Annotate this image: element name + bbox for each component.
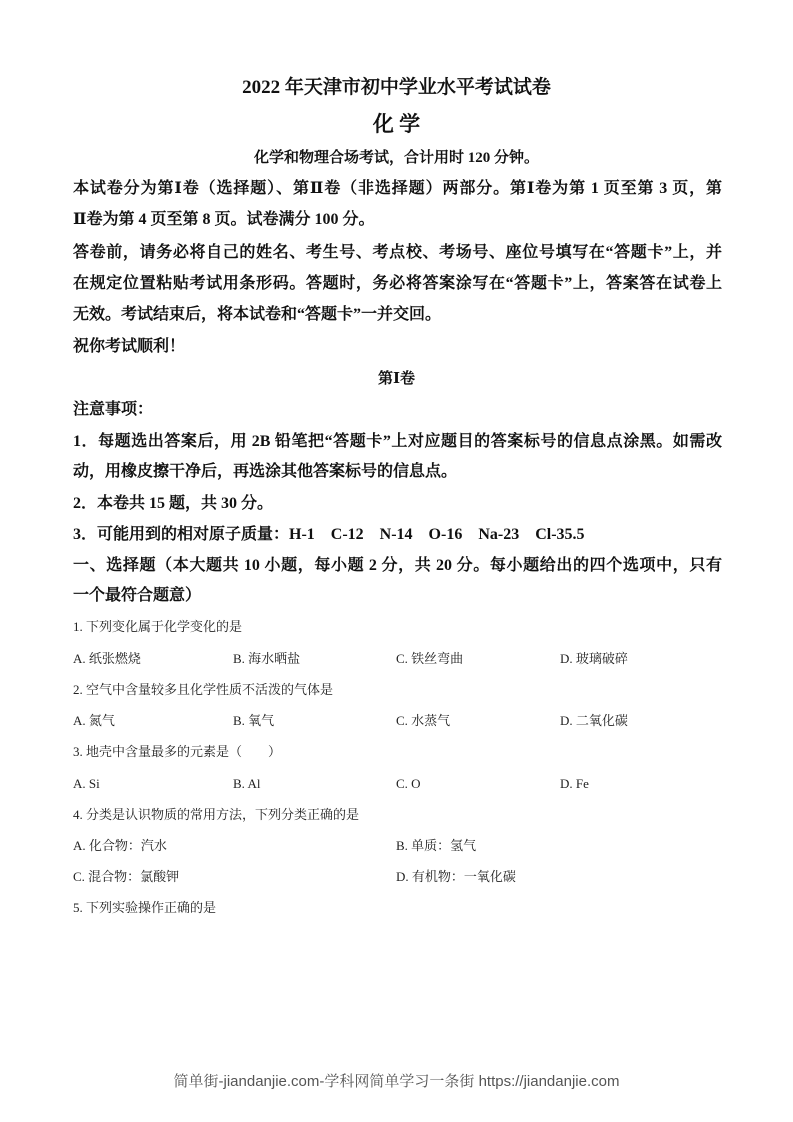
option: D. 二氧化碳 bbox=[560, 713, 628, 728]
part-heading: 一个最符合题意） bbox=[73, 587, 202, 604]
option: C. O bbox=[396, 776, 421, 791]
subtitle: 化学和物理合场考试，合计用时 120 分钟。 bbox=[253, 150, 539, 166]
option: B. 海水晒盐 bbox=[233, 651, 301, 666]
intro-line: 祝你考试顺利！ bbox=[73, 338, 186, 355]
option: A. Si bbox=[73, 776, 100, 791]
part-heading: 一、选择题（本大题共 10 小题，每小题 2 分，共 20 分。每小题给出的四个选项中，只有 bbox=[73, 557, 722, 574]
question-stem: 4. 分类是认识物质的常用方法，下列分类正确的是 bbox=[73, 807, 360, 822]
footer-watermark: 简单街-jiandanjie.com-学科网简单学习一条街 https://jiandanjie.com bbox=[173, 1073, 620, 1090]
option: A. 化合物：汽水 bbox=[73, 838, 167, 853]
section-title: 第Ⅰ卷 bbox=[377, 371, 416, 387]
exam-title: 2022 年天津市初中学业水平考试试卷 bbox=[242, 77, 551, 98]
note-line: 1．每题选出答案后，用 2B 铅笔把“答题卡”上对应题目的答案标号的信息点涂黑。如需改 bbox=[73, 433, 722, 450]
intro-line: Ⅱ卷为第 4 页至第 8 页。试卷满分 100 分。 bbox=[73, 211, 375, 228]
option: C. 混合物：氯酸钾 bbox=[73, 869, 180, 884]
option: C. 水蒸气 bbox=[396, 713, 451, 728]
option: D. 有机物：一氧化碳 bbox=[396, 869, 516, 884]
option: D. 玻璃破碎 bbox=[560, 651, 628, 666]
option: A. 氮气 bbox=[73, 713, 115, 728]
option: B. Al bbox=[233, 776, 261, 791]
option: D. Fe bbox=[560, 776, 589, 791]
intro-line: 无效。考试结束后，将本试卷和“答题卡”一并交回。 bbox=[73, 306, 442, 323]
option: C. 铁丝弯曲 bbox=[396, 651, 464, 666]
intro-line: 本试卷分为第Ⅰ卷（选择题）、第Ⅱ卷（非选择题）两部分。第Ⅰ卷为第 1 页至第 3 页，第 bbox=[73, 180, 722, 197]
option: B. 氧气 bbox=[233, 713, 275, 728]
note-line: 2．本卷共 15 题，共 30 分。 bbox=[73, 495, 274, 512]
option: B. 单质：氢气 bbox=[396, 838, 477, 853]
option: A. 纸张燃烧 bbox=[73, 651, 141, 666]
intro-line: 在规定位置粘贴考试用条形码。答题时，务必将答案涂写在“答题卡”上，答案答在试卷上 bbox=[73, 275, 722, 292]
subject-title: 化 学 bbox=[372, 112, 421, 136]
intro-line: 答卷前，请务必将自己的姓名、考生号、考点校、考场号、座位号填写在“答题卡”上，并 bbox=[73, 244, 722, 261]
question-stem: 3. 地壳中含量最多的元素是（ ） bbox=[73, 744, 282, 759]
question-stem: 1. 下列变化属于化学变化的是 bbox=[73, 619, 243, 634]
note-line: 3．可能用到的相对原子质量：H-1 C-12 N-14 O-16 Na-23 Cl-35.5 bbox=[73, 526, 585, 543]
notes-heading: 注意事项： bbox=[73, 401, 154, 418]
question-stem: 5. 下列实验操作正确的是 bbox=[73, 900, 217, 915]
note-line: 动，用橡皮擦干净后，再选涂其他答案标号的信息点。 bbox=[73, 463, 458, 480]
question-stem: 2. 空气中含量较多且化学性质不活泼的气体是 bbox=[73, 682, 334, 697]
